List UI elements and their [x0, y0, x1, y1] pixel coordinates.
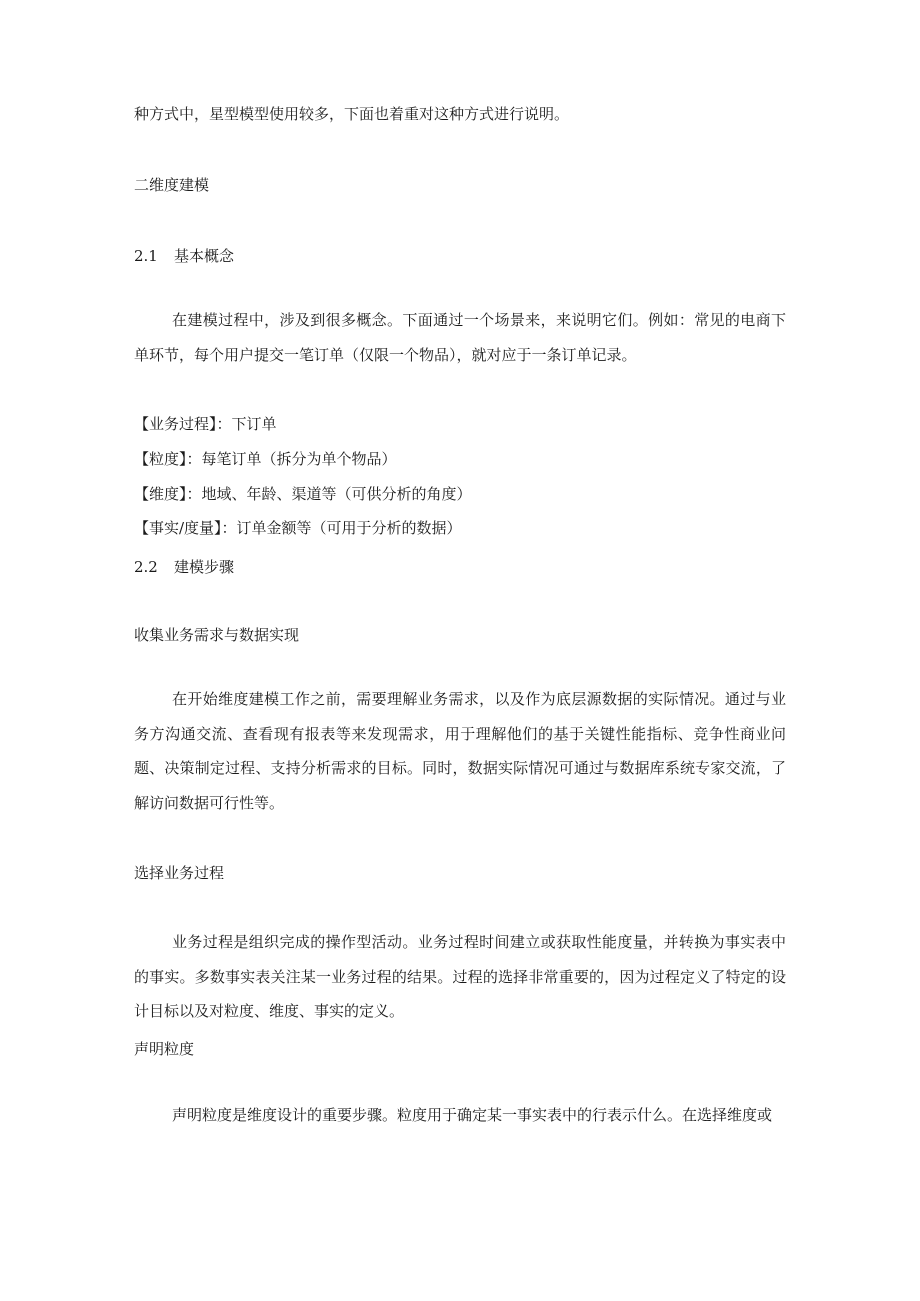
- step2-paragraph: 业务过程是组织完成的操作型活动。业务过程时间建立或获取性能度量，并转换为事实表中的事实。多数事实表关注某一业务过程的结果。过程的选择非常重要的，因为过程定义了特定的设计目标以及对粒度、维度、事实的定义。: [134, 933, 786, 1020]
- definition-business-process: 【业务过程】：下订单: [134, 415, 277, 433]
- section-title: 基本概念: [174, 247, 235, 265]
- step3-heading: 声明粒度: [134, 1040, 195, 1058]
- definition-dimension: 【维度】：地域、年龄、渠道等（可供分析的角度）: [134, 485, 472, 503]
- step2-heading: 选择业务过程: [134, 864, 225, 882]
- concepts-paragraph: 在建模过程中，涉及到很多概念。下面通过一个场景来，来说明它们。例如：常见的电商下单环节，每个用户提交一笔订单（仅限一个物品），就对应于一条订单记录。: [134, 311, 786, 364]
- step1-paragraph: 在开始维度建模工作之前，需要理解业务需求，以及作为底层源数据的实际情况。通过与业务方沟通交流、查看现有报表等来发现需求，用于理解他们的基于关键性能指标、竞争性商业问题、决策制定过程、支持分析需求的目标。同时，数据实际情况可通过与数据库系统专家交流，了解访问数据可行性等。: [134, 690, 786, 812]
- section-2-1-heading: [134, 246, 234, 266]
- section-2-2-heading: [134, 557, 234, 577]
- section-number: 2.2: [134, 558, 158, 576]
- step3-paragraph: 声明粒度是维度设计的重要步骤。粒度用于确定某一事实表中的行表示什么。在选择维度或: [172, 1106, 773, 1124]
- chapter-title: 二维度建模: [134, 176, 210, 194]
- definition-fact-measure: 【事实/度量】：订单金额等（可用于分析的数据）: [134, 519, 462, 537]
- section-title: 建模步骤: [174, 558, 235, 576]
- section-number: 2.1: [134, 247, 158, 265]
- step1-heading: 收集业务需求与数据实现: [134, 626, 300, 644]
- intro-line: 种方式中，星型模型使用较多，下面也着重对这种方式进行说明。: [134, 105, 570, 123]
- definition-granularity: 【粒度】：每笔订单（拆分为单个物品）: [134, 450, 397, 468]
